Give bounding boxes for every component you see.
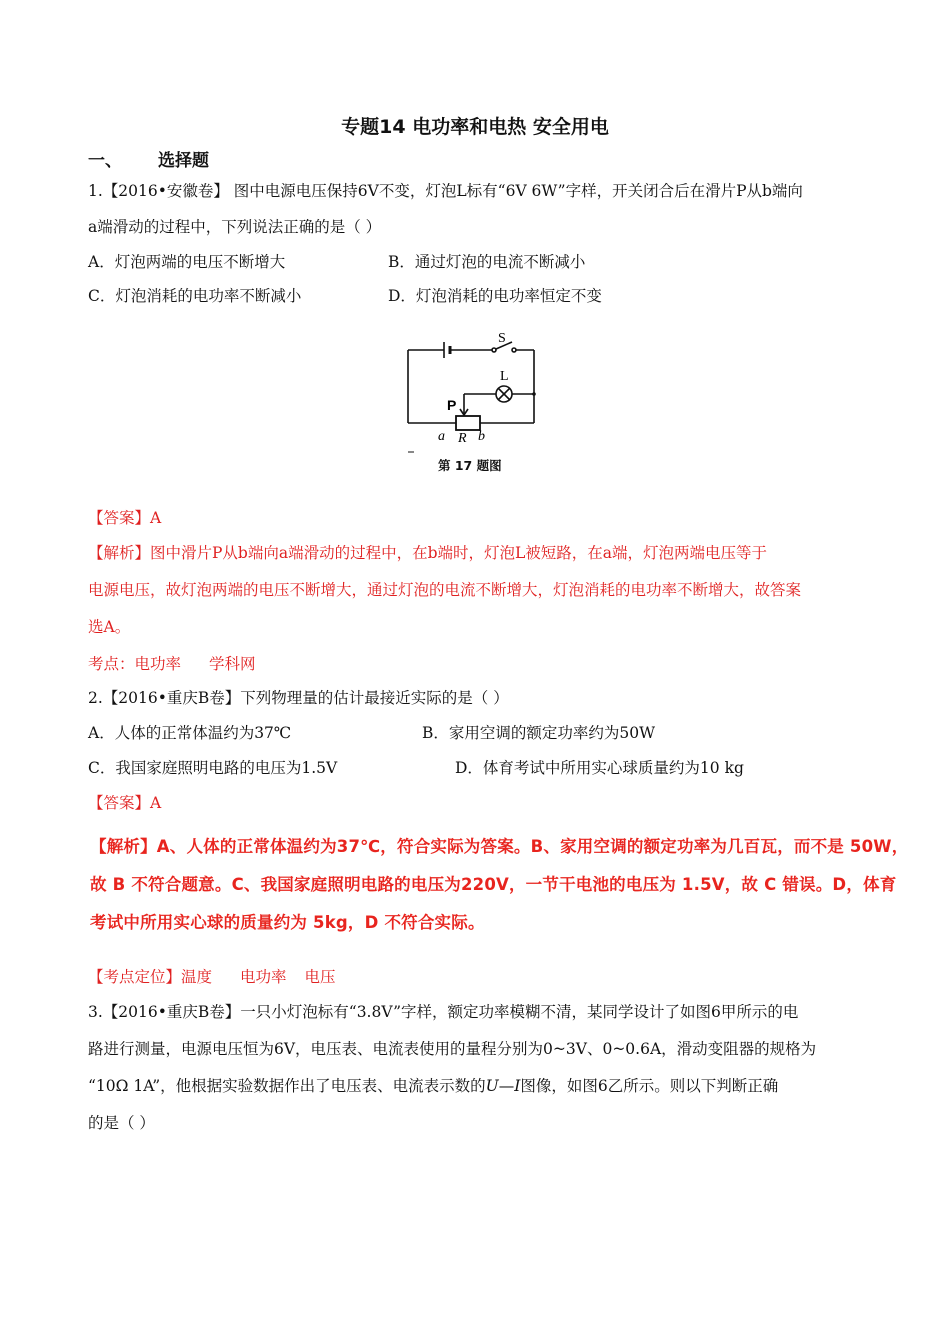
- q2-option-d: D．体育考试中所用实心球质量约为10 kg: [455, 759, 744, 777]
- q1-answer: 【答案】A: [88, 509, 162, 527]
- q2-analysis-line2: 故 B 不符合题意。C、我国家庭照明电路的电压为220V，一节干电池的电压为 1.5V，故 C 错误。D，体育: [90, 875, 897, 894]
- label-b: b: [478, 429, 485, 444]
- q2-analysis-line1: 【解析】A、人体的正常体温约为37℃，符合实际为答案。B、家用空调的额定功率为几百瓦，而不是 50W，: [90, 837, 909, 856]
- q2-option-a: A．人体的正常体温约为37℃: [88, 724, 292, 742]
- q1-kaodian: [88, 653, 256, 675]
- q3-symbol-u: U: [485, 1077, 499, 1095]
- label-l: L: [500, 369, 509, 384]
- q2-answer: 【答案】A: [88, 794, 162, 812]
- rheostat-body: [456, 416, 480, 430]
- section-number: 一、: [88, 151, 122, 171]
- q1-option-c: C．灯泡消耗的电功率不断减小: [88, 287, 302, 305]
- q3-stem-line3: [88, 1075, 778, 1097]
- q1-stem-line2: a端滑动的过程中，下列说法正确的是（ ）: [88, 218, 382, 236]
- q3-stem-line4: 的是（ ）: [88, 1114, 155, 1132]
- q2-option-b: B．家用空调的额定功率约为50W: [422, 724, 656, 742]
- q2-option-c: C．我国家庭照明电路的电压为1.5V: [88, 759, 338, 777]
- label-s: S: [498, 331, 506, 346]
- q2-kaodian: [88, 966, 336, 988]
- q1-analysis-line3: 选A。: [88, 618, 131, 636]
- q1-analysis-line2: 电源电压，故灯泡两端的电压不断增大，通过灯泡的电流不断增大，灯泡消耗的电功率不断增大，故答案: [88, 581, 802, 599]
- q3-line3-part1: “10Ω 1A”，他根据实验数据作出了电压表、电流表示数的: [88, 1077, 486, 1095]
- q3-line3-part2: 图像，如图6乙所示。则以下判断正确: [520, 1077, 779, 1095]
- q3-dash: —: [498, 1077, 515, 1095]
- q3-stem-line2: 路进行测量，电源电压恒为6V，电压表、电流表使用的量程分别为0~3V、0~0.6A，滑动变阻器的规格为: [88, 1040, 817, 1058]
- q3-symbol-i: I: [514, 1077, 521, 1095]
- q3-stem-line1: 3.【2016•重庆B卷】一只小灯泡标有“3.8V”字样，额定功率模糊不清，某同学设计了如图6甲所示的电: [88, 1003, 799, 1021]
- figure-caption: 第 17 题图: [438, 458, 502, 473]
- q2-kaodian-label: 【考点定位】温度: [88, 968, 213, 986]
- label-a: a: [438, 429, 445, 444]
- q2-kaodian-item2: 电功率: [240, 968, 287, 986]
- page-title: 专题14 电功率和电热 安全用电: [341, 116, 609, 138]
- q1-option-d: D．灯泡消耗的电功率恒定不变: [388, 287, 602, 305]
- q1-analysis-line1: 【解析】图中滑片P从b端向a端滑动的过程中，在b端时，灯泡L被短路，在a端，灯泡两端电压等于: [88, 544, 768, 562]
- q2-stem: 2.【2016•重庆B卷】下列物理量的估计最接近实际的是（ ）: [88, 689, 509, 707]
- q2-kaodian-item3: 电压: [304, 968, 336, 986]
- q1-kaodian-extra: 学科网: [209, 655, 256, 673]
- q1-option-b: B．通过灯泡的电流不断减小: [388, 253, 586, 271]
- q1-kaodian-label: 考点：电功率: [88, 655, 182, 673]
- q1-option-a: A．灯泡两端的电压不断增大: [88, 253, 286, 271]
- section-heading: [88, 146, 209, 171]
- q2-analysis-line3: 考试中所用实心球的质量约为 5kg，D 不符合实际。: [90, 913, 485, 932]
- q1-stem-line1: 1.【2016•安徽卷】 图中电源电压保持6V不变，灯泡L标有“6V 6W”字样，开关闭合后在滑片P从b端向: [88, 182, 803, 200]
- section-label: 选择题: [158, 151, 209, 171]
- label-r: R: [458, 431, 467, 446]
- label-p: P: [447, 397, 457, 413]
